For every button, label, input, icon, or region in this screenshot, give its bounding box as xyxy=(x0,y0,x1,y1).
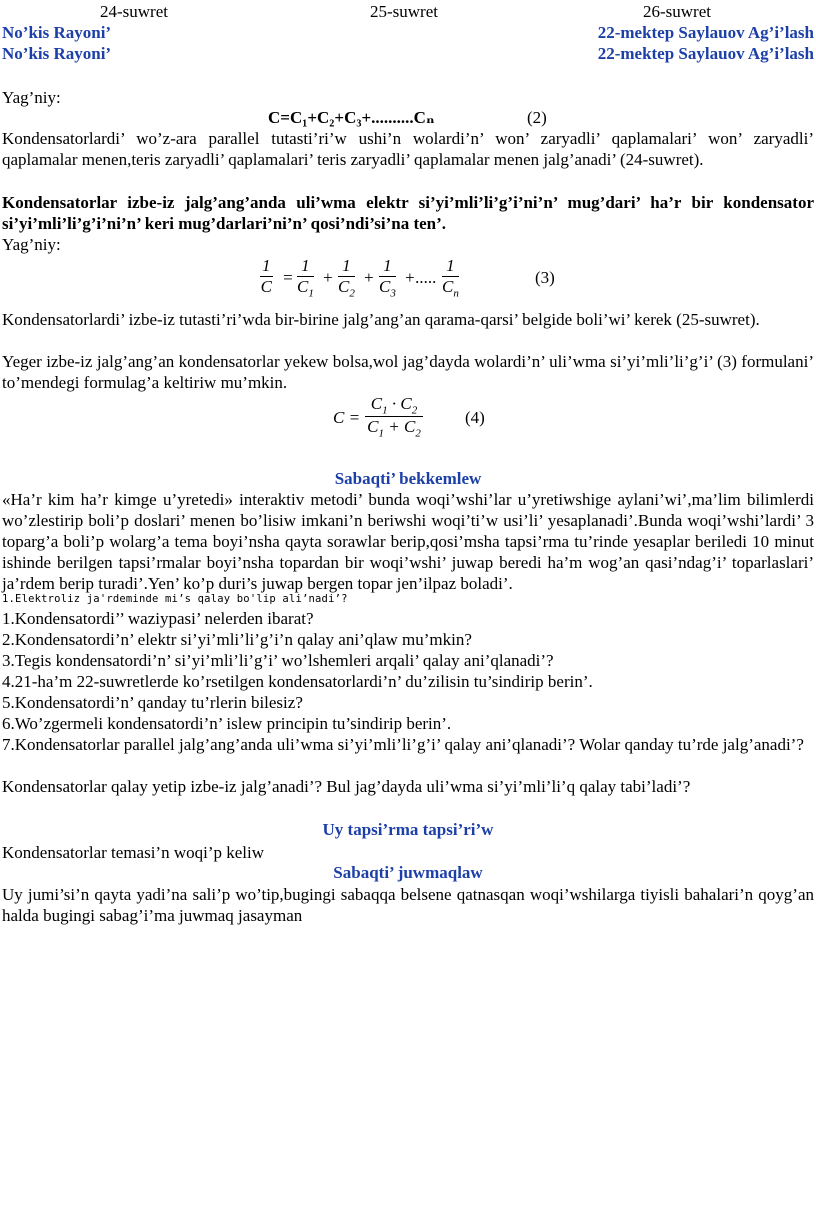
list-item: 4.21-ha’m 22-suwretlerde ko’rsetilgen kondensatorlardi’n’ du’zilisin tu’sindirip berin’. xyxy=(2,672,593,691)
paragraph-two-capacitors: Yeger izbe-iz jalg’ang’an kondensatorlar yekew bolsa,wol jag’dayda wolardi’n’ uli’wma si’yi’mli’li’g’i’ (3) formulani’ to’mendegi formulag’a keltiriw mu’mkin. xyxy=(2,352,814,392)
fraction-product-over-sum: $C_1 \cdot C_2$ $C_1 + C_2$ xyxy=(365,394,423,440)
equation-4-number: (4) xyxy=(465,408,485,427)
equation-2-number: (2) xyxy=(527,108,547,127)
fraction-1-over-C3: 1 $C_3$ xyxy=(379,256,396,300)
paragraph-parallel: Kondensatorlardi’ wo’z-ara parallel tutasti’ri’w ushi’n wolardi’n’ won’ zaryadli’ qaplamalari’ won’ zaryadli’ qaplamalar menen,teris zaryadli’ qaplamalari’ teris zaryadli’ qaplamalar menen jalg’anadi’ (24-suwret). xyxy=(2,129,814,169)
equation-3-number: (3) xyxy=(535,268,555,287)
homework-text: Kondensatorlar temasi’n woqi’p keliw xyxy=(2,843,265,862)
header-left-line1: No’kis Rayoni’ xyxy=(2,23,112,42)
yagniy-label-2: Yag’niy: xyxy=(2,235,61,254)
list-item: 2.Kondensatordi’n’ elektr si’yi’mli’li’g’i’n qalay ani’qlaw mu’mkin? xyxy=(2,630,472,649)
list-item: 7.Kondensatorlar parallel jalg’ang’anda uli’wma si’yi’mli’li’g’i’ qalay ani’qlanadi’? Wolar qanday tu’rde jalg’anadi’? xyxy=(2,735,804,754)
header-right-line2: 22-mektep Saylauov Ag’i’lash xyxy=(597,44,814,63)
figure-25-caption: 25-suwret xyxy=(370,2,438,21)
yagniy-label-1: Yag’niy: xyxy=(2,88,61,107)
ellipsis: +..... xyxy=(404,268,437,287)
list-item: 3.Tegis kondensatordi’n’ si’yi’mli’li’g’i’ wo’lshemleri arqali’ qalay ani’qlanadi’? xyxy=(2,651,554,670)
fraction-1-over-C1: 1 $C_1$ xyxy=(297,256,314,300)
figure-26-caption: 26-suwret xyxy=(643,2,711,21)
paragraph-series-rule: Kondensatorlar izbe-iz jalg’ang’anda uli’wma elektr si’yi’mli’li’g’i’ni’n’ mug’dari’ ha’r bir kondensator si’yi’mli’li’g’i’ni’n’ keri mug’darlari’ni’n’ qosi’ndi’si’na ten’. xyxy=(2,193,814,233)
paragraph-series-polarity: Kondensatorlardi’ izbe-iz tutasti’ri’wda bir-birine jalg’ang’an qarama-qarsi’ belgide boli’wi’ kerek (25-suwret). xyxy=(2,310,760,329)
list-item: Kondensatorlar qalay yetip izbe-iz jalg’anadi’? Bul jag’dayda uli’wma si’yi’mli’li’q qalay tabi’ladi’? xyxy=(2,777,691,796)
list-item: 6.Wo’zgermeli kondensatordi’n’ islew principin tu’sindirip berin’. xyxy=(2,714,452,733)
list-item: 1.Kondensatordi’’ waziypasi’ nelerden ibarat? xyxy=(2,609,314,628)
fraction-1-over-Cn: 1 $C_n$ xyxy=(442,256,459,300)
plus-sign: + xyxy=(363,268,375,287)
fraction-1-over-C2: 1 $C_2$ xyxy=(338,256,355,300)
header-left-line2: No’kis Rayoni’ xyxy=(2,44,112,63)
figure-24-caption: 24-suwret xyxy=(100,2,168,21)
section-title-conclusion: Sabaqti’ juwmaqlaw xyxy=(333,863,483,882)
fraction-1-over-C: 1 C xyxy=(260,256,272,296)
paragraph-interactive-method: «Ha’r kim ha’r kimge u’yretedi» interaktiv metodi’ bunda woqi’wshi’lar u’yretiwshige aylani’wi’,ma’lim bilimlerdi wo’zlestirip boli’p doslari’ menen bo’lisiw imkani’n beriwshi woqi’ti’w usi’li’ yesaplanadi’.Bunda woqi’wshi’lardi’ 3 toparg’a boli’p wolarg’a tema boyi’nsha qayta sorawlar berip,qosi’msha tapsi’rma tu’rinde yesaplar beriledi 10 minut ishinde berilgen tapsi’rmalar boyi’nsha topardan bir woqi’wshi’ juwap beredi ha’m wog’an qasi’ndag’i’ toparlaslari’ ja’rdem berip turadi’.Yen’ ko’p duri’s juwap bergen topar jen’ilpaz boladi’. xyxy=(2,490,814,593)
equation-2: C=C₁+C₂+C₃+..........Cₙ xyxy=(268,108,435,127)
equals-sign: = xyxy=(282,268,294,287)
equation-4-lhs: C = xyxy=(333,408,361,427)
section-title-reinforcement: Sabaqti’ bekkemlew xyxy=(334,469,482,488)
conclusion-text: Uy jumi’si’n qayta yadi’na sali’p wo’tip,bugingi sabaqqa belsene qatnasqan woqi’wshilarga tiyisli bahalari’n qoyg’an halda bugingi sabag’i’ma juwmaq jasayman xyxy=(2,885,814,925)
list-item: 5.Kondensatordi’n’ qanday tu’rlerin bilesiz? xyxy=(2,693,303,712)
small-question: 1.Elektroliz ja'rdeminde mi’s qalay bo'lip ali’nadi’? xyxy=(2,593,348,605)
header-right-line1: 22-mektep Saylauov Ag’i’lash xyxy=(597,23,814,42)
plus-sign: + xyxy=(322,268,334,287)
section-title-homework: Uy tapsi’rma tapsi’ri’w xyxy=(322,820,494,839)
